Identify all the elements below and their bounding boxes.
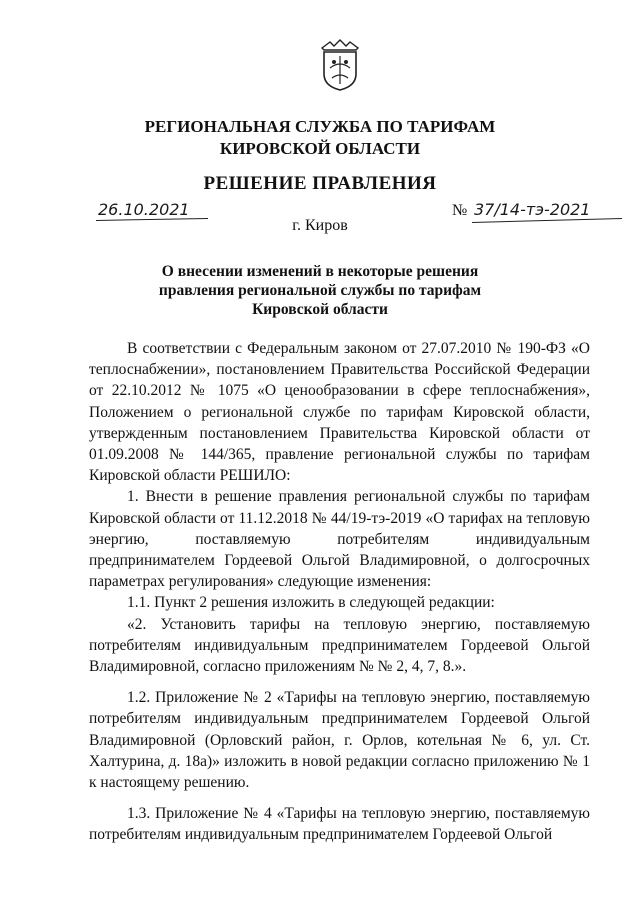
paragraph-item-1-3: 1.3. Приложение № 4 «Тарифы на тепловую энергию, поставляемую потребителям индивидуальным предпринимателем Гордеевой Ольгой <box>89 805 590 844</box>
subject-line: О внесении изменений в некоторые решения <box>161 263 479 280</box>
organization-name-line2: КИРОВСКОЙ ОБЛАСТИ <box>219 139 421 158</box>
subject-line: правления региональной службы по тарифам <box>158 282 482 299</box>
organization-name-line1: РЕГИОНАЛЬНАЯ СЛУЖБА ПО ТАРИФАМ <box>144 117 496 136</box>
kirov-coat-of-arms-icon <box>318 38 362 92</box>
paragraph-preamble: В соответствии с Федеральным законом от 27.07.2010 № 190-ФЗ «О теплоснабжении», постановлением Правительства Российской Федерации от 22.10.2012 № 1075 «О ценообразовании в сфере теплоснабжения», Положением о региональной службе по тарифам Кировской области, утвержденным постановлением Правительства Кировской области от 01.09.2008 № 144/365, правление региональной службы по тарифам Кировской области РЕШИЛО: <box>89 340 590 485</box>
paragraph-item-1: 1. Внести в решение правления региональной службы по тарифам Кировской области от 11.12.2018 № 44/19-тэ-2019 «О тарифах на тепловую энергию, поставляемую потребителям индивидуальным предпринимателем Гордеевой Ольгой Владимировной, о долгосрочных параметрах регулирования» следующие изменения: <box>89 488 590 591</box>
number-handwritten: 37/14-тэ-2021 <box>474 200 591 219</box>
subject-line: Кировской области <box>252 301 388 318</box>
paragraph-item-1-2: 1.2. Приложение № 2 «Тарифы на тепловую энергию, поставляемую потребителям индивидуальным предпринимателем Гордеевой Ольгой Владимировной (Орловский район, г. Орлов, котельная № 6, ул. Ст. Халтурина, д. 18а)» изложить в новой редакции согласно приложению № 1 к настоящему решению. <box>89 689 590 792</box>
paragraph-quoted-clause: «2. Установить тарифы на тепловую энергию, поставляемую потребителям индивидуальным предпринимателем Гордеевой Ольгой Владимировной, согласно приложениям № № 2, 4, 7, 8.». <box>89 615 590 676</box>
paragraph-item-1-1: 1.1. Пункт 2 решения изложить в следующей редакции: <box>127 594 495 612</box>
document-body <box>89 338 590 846</box>
document-subject <box>0 262 640 319</box>
number-sign: № <box>452 202 468 219</box>
document-type-title: РЕШЕНИЕ ПРАВЛЕНИЯ <box>203 173 437 194</box>
city: г. Киров <box>292 217 348 234</box>
date-handwritten: 26.10.2021 <box>98 200 190 219</box>
